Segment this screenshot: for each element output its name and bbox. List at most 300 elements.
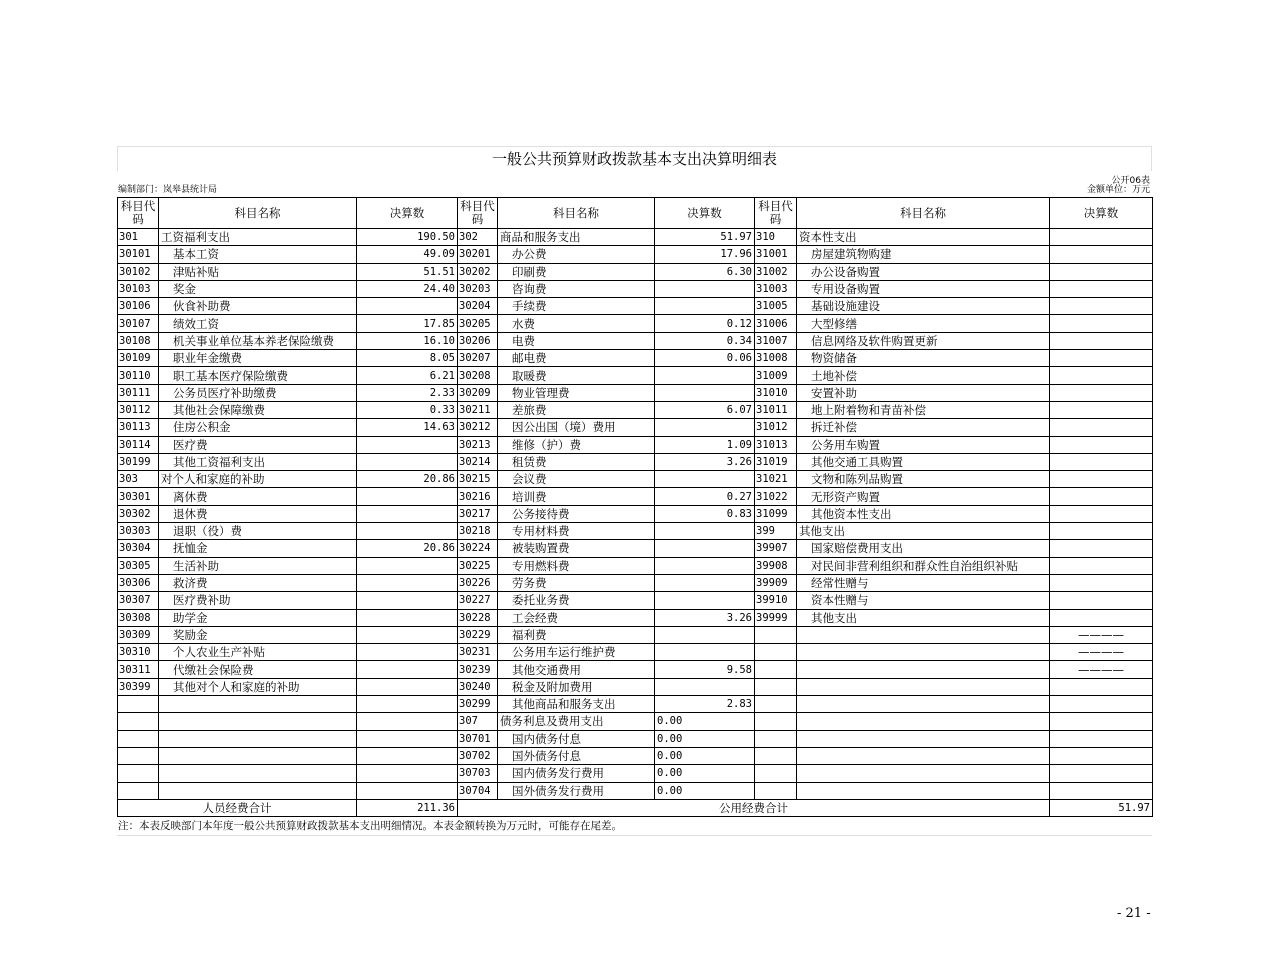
amount [1050,246,1153,263]
account-name: 安置补助 [797,384,1050,401]
table-row [118,557,1153,574]
account-code: 30217 [458,505,498,522]
amount [357,661,458,678]
personnel-total-value: 211.36 [357,799,458,816]
amount: 0.00 [655,747,755,764]
amount: 0.06 [655,350,755,367]
account-name: 经常性赠与 [797,574,1050,591]
account-name [159,765,357,782]
amount: 3.26 [655,609,755,626]
amount: 2.83 [655,696,755,713]
account-code: 30216 [458,488,498,505]
table-row [118,229,1153,246]
account-name: 维修（护）费 [498,436,655,453]
amount [655,419,755,436]
account-name: 税金及附加费用 [498,678,655,695]
header-amount-3: 决算数 [1050,198,1153,229]
account-name: 退休费 [159,505,357,522]
amount: 0.00 [655,713,755,730]
amount [357,678,458,695]
account-name: 其他支出 [797,523,1050,540]
account-name: 资本性赠与 [797,592,1050,609]
amount: 6.21 [357,367,458,384]
account-name: 职工基本医疗保险缴费 [159,367,357,384]
account-code: 39999 [755,609,797,626]
amount: ———— [1050,661,1153,678]
amount [1050,298,1153,315]
account-name: 其他对个人和家庭的补助 [159,678,357,695]
header-name-2: 科目名称 [498,198,655,229]
account-name: 国家赔偿费用支出 [797,540,1050,557]
account-name: 咨询费 [498,280,655,297]
amount: 49.09 [357,246,458,263]
amount [357,747,458,764]
amount [1050,696,1153,713]
header-code-2: 科目代码 [458,198,498,229]
amount [655,523,755,540]
account-name: 住房公积金 [159,419,357,436]
amount: 0.00 [655,765,755,782]
account-code: 30209 [458,384,498,401]
account-code: 31012 [755,419,797,436]
amount [1050,384,1153,401]
amount: 0.33 [357,401,458,418]
table-row [118,505,1153,522]
account-code: 30111 [118,384,159,401]
account-name: 其他社会保障缴费 [159,401,357,418]
account-name: 因公出国（境）费用 [498,419,655,436]
amount [1050,730,1153,747]
amount [655,557,755,574]
header-name-1: 科目名称 [159,198,357,229]
account-code: 31019 [755,453,797,470]
amount [357,782,458,799]
amount [357,453,458,470]
amount [357,488,458,505]
amount: 17.96 [655,246,755,263]
header-code-1: 科目代码 [118,198,159,229]
department-label: 编制部门：岚皋县统计局 [118,185,218,195]
account-code: 30107 [118,315,159,332]
amount [1050,557,1153,574]
totals-row [118,799,1153,816]
account-name: 土地补偿 [797,367,1050,384]
account-code: 310 [755,229,797,246]
table-row [118,436,1153,453]
account-name: 救济费 [159,574,357,591]
amount [357,436,458,453]
account-code: 302 [458,229,498,246]
amount: 0.12 [655,315,755,332]
account-code: 30199 [118,453,159,470]
account-name: 邮电费 [498,350,655,367]
account-code: 31009 [755,367,797,384]
account-name: 其他资本性支出 [797,505,1050,522]
account-name: 奖金 [159,280,357,297]
account-code: 30309 [118,626,159,643]
account-name: 绩效工资 [159,315,357,332]
amount [357,713,458,730]
amount: 9.58 [655,661,755,678]
account-name: 租赁费 [498,453,655,470]
account-code: 30206 [458,332,498,349]
account-code: 30101 [118,246,159,263]
table-row [118,280,1153,297]
amount [1050,401,1153,418]
account-code: 30225 [458,557,498,574]
account-name: 公务用车购置 [797,436,1050,453]
account-name: 其他支出 [797,609,1050,626]
amount [357,696,458,713]
account-code: 30211 [458,401,498,418]
report-subheader [117,171,1152,197]
amount [357,592,458,609]
account-name: 基本工资 [159,246,357,263]
account-code [755,782,797,799]
account-code: 31007 [755,332,797,349]
public-total-label: 公用经费合计 [458,799,1050,816]
amount [655,471,755,488]
account-code [755,765,797,782]
account-code: 30208 [458,367,498,384]
account-code: 30299 [458,696,498,713]
amount [1050,592,1153,609]
account-name: 专用材料费 [498,523,655,540]
account-name: 奖励金 [159,626,357,643]
account-name: 物业管理费 [498,384,655,401]
account-code: 31002 [755,263,797,280]
account-name: 个人农业生产补贴 [159,644,357,661]
amount: ———— [1050,626,1153,643]
account-name: 电费 [498,332,655,349]
account-code [118,730,159,747]
account-name: 对个人和家庭的补助 [159,471,357,488]
amount [1050,280,1153,297]
account-name: 印刷费 [498,263,655,280]
account-code: 30103 [118,280,159,297]
account-code: 30224 [458,540,498,557]
amount [357,609,458,626]
amount [655,678,755,695]
account-name: 医疗费补助 [159,592,357,609]
account-code: 30201 [458,246,498,263]
account-code [755,626,797,643]
table-row [118,678,1153,695]
table-row [118,453,1153,470]
table-row [118,350,1153,367]
account-name: 伙食补助费 [159,298,357,315]
account-code: 30701 [458,730,498,747]
amount: 17.85 [357,315,458,332]
account-code: 31001 [755,246,797,263]
account-code [118,713,159,730]
header-amount-1: 决算数 [357,198,458,229]
account-code: 30215 [458,471,498,488]
account-code: 31022 [755,488,797,505]
account-name: 国内债务付息 [498,730,655,747]
amount [655,280,755,297]
account-name [797,626,1050,643]
amount: 16.10 [357,332,458,349]
amount: ———— [1050,644,1153,661]
amount [357,765,458,782]
expenditure-table [117,197,1153,817]
account-code: 30227 [458,592,498,609]
amount [1050,471,1153,488]
account-code: 31008 [755,350,797,367]
amount: 0.00 [655,782,755,799]
table-header-row [118,198,1153,229]
public-total-value: 51.97 [1050,799,1153,816]
account-code: 30109 [118,350,159,367]
account-code: 31006 [755,315,797,332]
table-row [118,730,1153,747]
account-code: 30308 [118,609,159,626]
amount [357,730,458,747]
account-code: 30114 [118,436,159,453]
account-code: 30226 [458,574,498,591]
account-name: 津贴补贴 [159,263,357,280]
amount: 20.86 [357,471,458,488]
account-name: 债务利息及费用支出 [498,713,655,730]
account-name: 代缴社会保险费 [159,661,357,678]
account-name: 差旅费 [498,401,655,418]
account-name: 劳务费 [498,574,655,591]
account-code: 31011 [755,401,797,418]
account-name: 取暖费 [498,367,655,384]
account-code: 30110 [118,367,159,384]
account-name: 地上附着物和青苗补偿 [797,401,1050,418]
account-code: 39907 [755,540,797,557]
account-code [755,747,797,764]
account-code: 30102 [118,263,159,280]
account-code: 30702 [458,747,498,764]
amount: 20.86 [357,540,458,557]
table-row [118,747,1153,764]
table-row [118,246,1153,263]
account-name: 资本性支出 [797,229,1050,246]
table-row [118,367,1153,384]
amount [655,626,755,643]
table-row [118,332,1153,349]
account-name: 专用燃料费 [498,557,655,574]
account-code: 30306 [118,574,159,591]
account-code: 31010 [755,384,797,401]
account-code: 30106 [118,298,159,315]
account-name: 福利费 [498,626,655,643]
amount: 1.09 [655,436,755,453]
account-name [159,713,357,730]
table-row [118,523,1153,540]
account-name: 医疗费 [159,436,357,453]
account-name: 物资储备 [797,350,1050,367]
account-name: 大型修缮 [797,315,1050,332]
account-code: 39909 [755,574,797,591]
account-name [797,696,1050,713]
amount [655,384,755,401]
personnel-total-label: 人员经费合计 [118,799,357,816]
amount [357,298,458,315]
amount [357,574,458,591]
amount: 6.07 [655,401,755,418]
account-code: 30113 [118,419,159,436]
account-name: 基础设施建设 [797,298,1050,315]
account-code: 301 [118,229,159,246]
amount [1050,782,1153,799]
amount [655,644,755,661]
amount: 0.34 [655,332,755,349]
account-code: 30305 [118,557,159,574]
amount: 2.33 [357,384,458,401]
account-code [755,696,797,713]
account-name: 国外债务发行费用 [498,782,655,799]
account-code: 31003 [755,280,797,297]
account-name: 委托业务费 [498,592,655,609]
account-name: 其他商品和服务支出 [498,696,655,713]
account-code [118,747,159,764]
account-name: 国内债务发行费用 [498,765,655,782]
amount [655,574,755,591]
account-name [159,730,357,747]
amount [1050,540,1153,557]
amount [1050,436,1153,453]
account-name: 退职（役）费 [159,523,357,540]
account-name [159,747,357,764]
account-code [118,782,159,799]
account-code: 30307 [118,592,159,609]
amount [1050,678,1153,695]
amount [1050,523,1153,540]
table-row [118,419,1153,436]
amount [357,644,458,661]
amount [1050,505,1153,522]
amount: 0.83 [655,505,755,522]
amount [1050,263,1153,280]
account-name: 其他工资福利支出 [159,453,357,470]
amount [655,540,755,557]
table-row [118,574,1153,591]
account-code [755,730,797,747]
amount [655,298,755,315]
amount [1050,609,1153,626]
account-code: 39910 [755,592,797,609]
account-name [797,661,1050,678]
table-row [118,315,1153,332]
account-name: 对民间非营利组织和群众性自治组织补贴 [797,557,1050,574]
amount: 24.40 [357,280,458,297]
account-name: 专用设备购置 [797,280,1050,297]
account-name: 生活补助 [159,557,357,574]
amount [357,557,458,574]
account-code: 30207 [458,350,498,367]
amount [655,592,755,609]
account-name [797,730,1050,747]
account-name [797,747,1050,764]
amount [1050,315,1153,332]
header-name-3: 科目名称 [797,198,1050,229]
account-name: 被装购置费 [498,540,655,557]
account-code: 30231 [458,644,498,661]
account-code: 30310 [118,644,159,661]
account-code: 30203 [458,280,498,297]
table-row [118,592,1153,609]
account-code [118,765,159,782]
account-code: 30205 [458,315,498,332]
amount [1050,367,1153,384]
account-name [159,782,357,799]
account-code: 30704 [458,782,498,799]
report-sheet [117,146,1152,836]
account-code: 31021 [755,471,797,488]
table-row [118,782,1153,799]
amount: 8.05 [357,350,458,367]
amount [1050,488,1153,505]
account-code: 30302 [118,505,159,522]
account-code: 30204 [458,298,498,315]
account-name: 商品和服务支出 [498,229,655,246]
account-code: 307 [458,713,498,730]
account-name: 其他交通费用 [498,661,655,678]
page-number: - 21 - [1117,906,1151,921]
account-name: 公务用车运行维护费 [498,644,655,661]
account-code: 30202 [458,263,498,280]
account-name: 工会经费 [498,609,655,626]
account-name [797,644,1050,661]
amount: 51.97 [655,229,755,246]
table-body [118,229,1153,800]
account-code: 31013 [755,436,797,453]
amount: 51.51 [357,263,458,280]
account-name: 抚恤金 [159,540,357,557]
table-row [118,713,1153,730]
account-name: 拆迁补偿 [797,419,1050,436]
table-row [118,696,1153,713]
unit-label: 金额单位：万元 [1086,185,1150,195]
account-name: 公务员医疗补助缴费 [159,384,357,401]
account-code [118,696,159,713]
account-code: 303 [118,471,159,488]
account-name: 文物和陈列品购置 [797,471,1050,488]
account-name: 水费 [498,315,655,332]
account-code: 39908 [755,557,797,574]
account-code: 399 [755,523,797,540]
amount [1050,453,1153,470]
account-code [755,644,797,661]
account-name: 工资福利支出 [159,229,357,246]
account-name: 无形资产购置 [797,488,1050,505]
account-name: 培训费 [498,488,655,505]
account-name: 房屋建筑物购建 [797,246,1050,263]
amount [1050,419,1153,436]
account-name [797,765,1050,782]
table-row [118,765,1153,782]
table-row [118,401,1153,418]
account-name: 国外债务付息 [498,747,655,764]
amount [1050,574,1153,591]
report-title: 一般公共预算财政拨款基本支出决算明细表 [117,146,1152,171]
amount [655,367,755,384]
account-code: 30703 [458,765,498,782]
account-code: 30229 [458,626,498,643]
amount [1050,713,1153,730]
account-code: 30304 [118,540,159,557]
amount [1050,229,1153,246]
account-code: 30218 [458,523,498,540]
amount: 14.63 [357,419,458,436]
amount: 190.50 [357,229,458,246]
account-name: 其他交通工具购置 [797,453,1050,470]
account-name: 公务接待费 [498,505,655,522]
